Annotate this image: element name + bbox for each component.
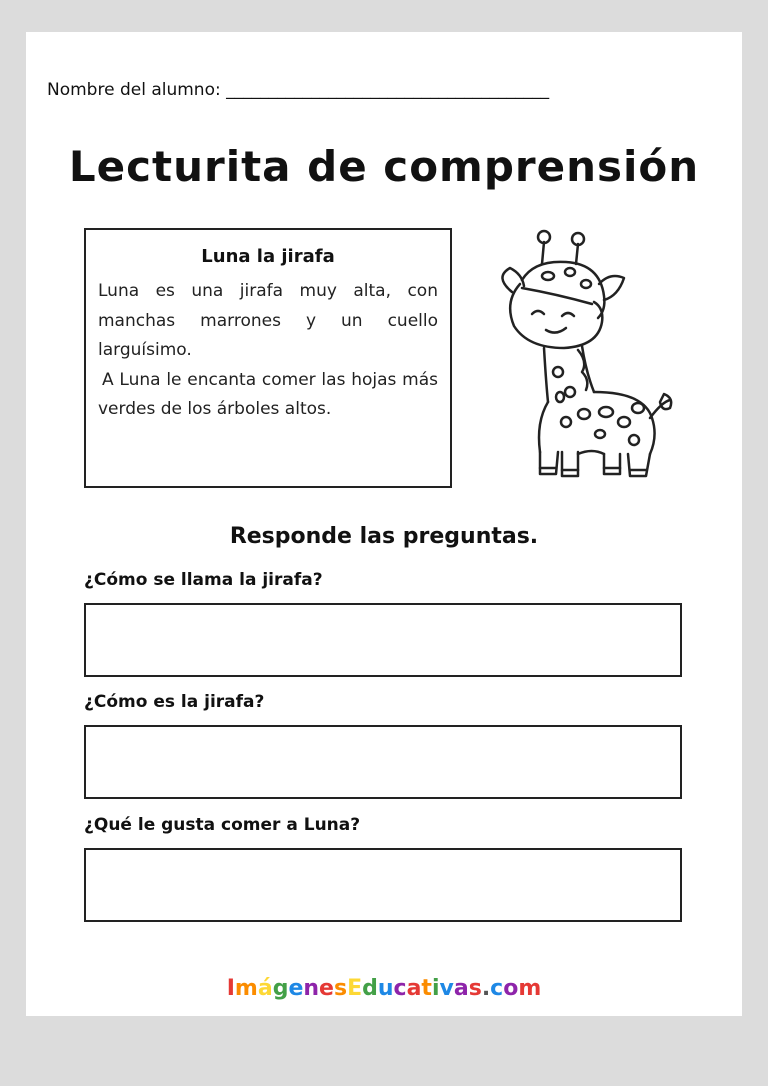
student-name-label: Nombre del alumno:	[47, 80, 221, 100]
watermark-letter: E	[347, 976, 363, 1001]
question-3: ¿Qué le gusta comer a Luna?	[84, 815, 361, 835]
watermark-letter: m	[234, 976, 258, 1001]
story-paragraph-1: Luna es una jirafa muy alta, con manchas marrones y un cuello larguísimo.	[98, 281, 438, 360]
watermark-letter: s	[333, 976, 348, 1001]
site-watermark	[26, 976, 742, 1001]
watermark-letter: v	[439, 976, 454, 1001]
watermark-letter: e	[319, 976, 334, 1001]
watermark-letter: i	[431, 976, 440, 1001]
worksheet-page	[26, 32, 742, 1016]
watermark-letter: n	[303, 976, 320, 1001]
story-box	[84, 228, 452, 488]
giraffe-icon	[474, 222, 674, 482]
student-name-line	[47, 80, 549, 100]
question-2: ¿Cómo es la jirafa?	[84, 692, 265, 712]
watermark-letter: e	[288, 976, 304, 1001]
story-paragraph-2: A Luna le encanta comer las hojas más verdes de los árboles altos.	[98, 369, 438, 419]
watermark-letter: s	[468, 976, 482, 1001]
watermark-letter: a	[453, 976, 469, 1001]
watermark-letter: o	[503, 976, 519, 1001]
watermark-letter: d	[362, 976, 378, 1001]
answer-box-3[interactable]	[84, 848, 682, 922]
question-1: ¿Cómo se llama la jirafa?	[84, 570, 323, 590]
watermark-letter: .	[481, 976, 491, 1001]
watermark-letter: g	[272, 976, 289, 1001]
answer-box-1[interactable]	[84, 603, 682, 677]
student-name-field[interactable]: ______________________________________	[226, 80, 550, 100]
watermark-letter: a	[406, 976, 422, 1001]
page-title: Lecturita de comprensión	[68, 142, 700, 191]
watermark-letter: c	[393, 976, 407, 1001]
story-title: Luna la jirafa	[201, 246, 335, 267]
watermark-letter: c	[490, 976, 504, 1001]
watermark-letter: t	[421, 976, 432, 1001]
questions-title: Responde las preguntas.	[229, 524, 539, 549]
answer-box-2[interactable]	[84, 725, 682, 799]
watermark-letter: I	[226, 976, 235, 1001]
watermark-letter: u	[377, 976, 394, 1001]
watermark-letter: m	[518, 976, 542, 1001]
watermark-letter: á	[257, 976, 273, 1001]
